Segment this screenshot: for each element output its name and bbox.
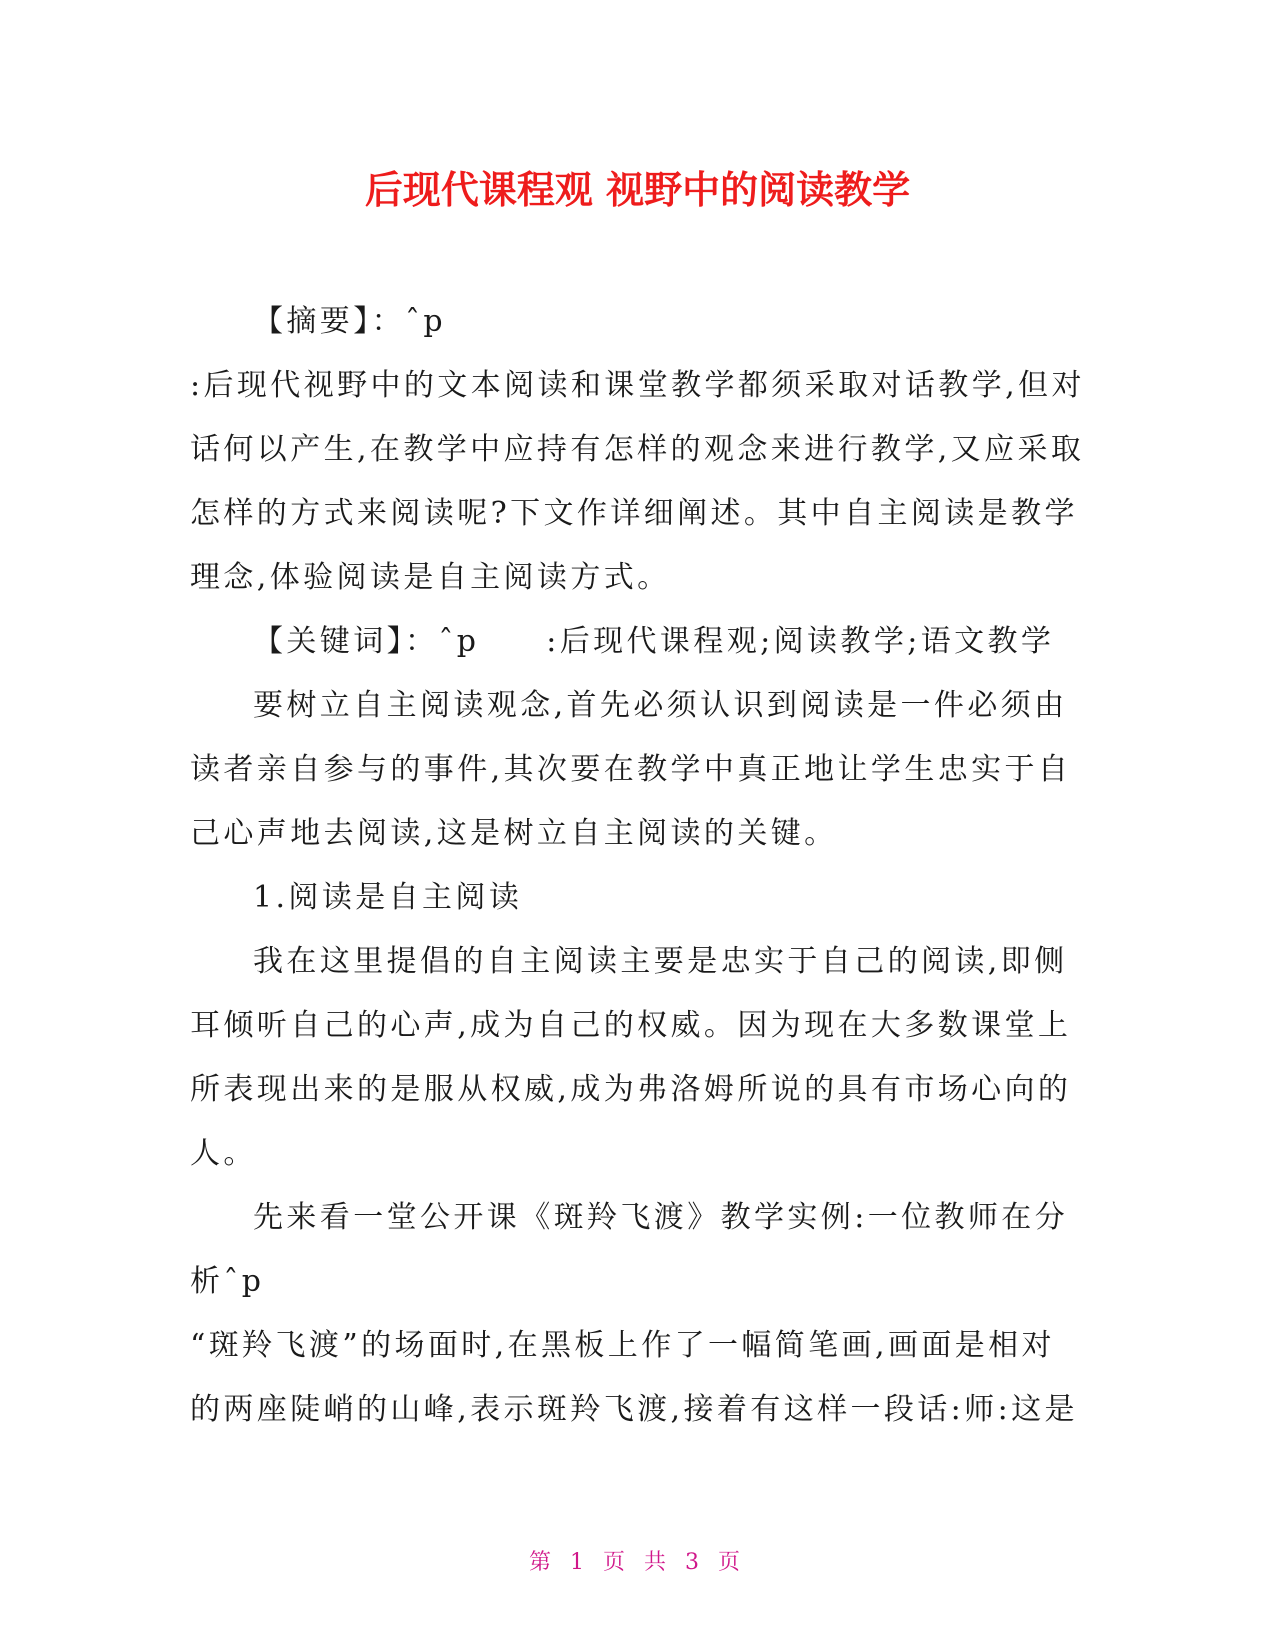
text-line: 理念,体验阅读是自主阅读方式。	[190, 560, 671, 595]
text-line: 人。	[190, 1136, 257, 1171]
text-line: 耳倾听自己的心声,成为自己的权威。因为现在大多数课堂上	[190, 1008, 1072, 1043]
text-line: 先来看一堂公开课《斑羚飞渡》教学实例:一位教师在分	[253, 1200, 1069, 1235]
document-title: 后现代课程观 视野中的阅读教学	[364, 168, 911, 212]
text-line: 我在这里提倡的自主阅读主要是忠实于自己的阅读,即侧	[253, 944, 1068, 979]
section-heading: 1.阅读是自主阅读	[253, 880, 523, 915]
page-footer	[0, 1548, 1275, 1578]
footer-total-pages: 3	[685, 1550, 705, 1575]
text-line: 怎样的方式来阅读呢?下文作详细阐述。其中自主阅读是教学	[190, 496, 1078, 531]
text-line: 析ˆp	[190, 1264, 265, 1299]
document-body	[190, 290, 1090, 1442]
footer-middle: 页 共	[603, 1550, 672, 1575]
text-line: 读者亲自参与的事件,其次要在教学中真正地让学生忠实于自	[190, 752, 1072, 787]
text-line: :后现代视野中的文本阅读和课堂教学都须采取对话教学,但对	[190, 368, 1085, 403]
text-line: 【关键词】：ˆp :后现代课程观;阅读教学;语文教学	[253, 624, 1055, 659]
footer-prefix: 第	[528, 1550, 557, 1575]
text-line: 己心声地去阅读,这是树立自主阅读的关键。	[190, 816, 838, 851]
text-line: 【摘要】：ˆp	[253, 304, 447, 339]
text-line: 要树立自主阅读观念,首先必须认识到阅读是一件必须由	[253, 688, 1068, 723]
footer-page-number: 1	[570, 1550, 590, 1575]
text-line: 所表现出来的是服从权威,成为弗洛姆所说的具有市场心向的	[190, 1072, 1072, 1107]
text-line: “斑羚飞渡”的场面时,在黑板上作了一幅简笔画,画面是相对	[190, 1328, 1055, 1363]
text-line: 的两座陡峭的山峰,表示斑羚飞渡,接着有这样一段话:师:这是	[190, 1392, 1078, 1427]
text-line: 话何以产生,在教学中应持有怎样的观念来进行教学,又应采取	[190, 432, 1085, 467]
footer-suffix: 页	[718, 1550, 747, 1575]
